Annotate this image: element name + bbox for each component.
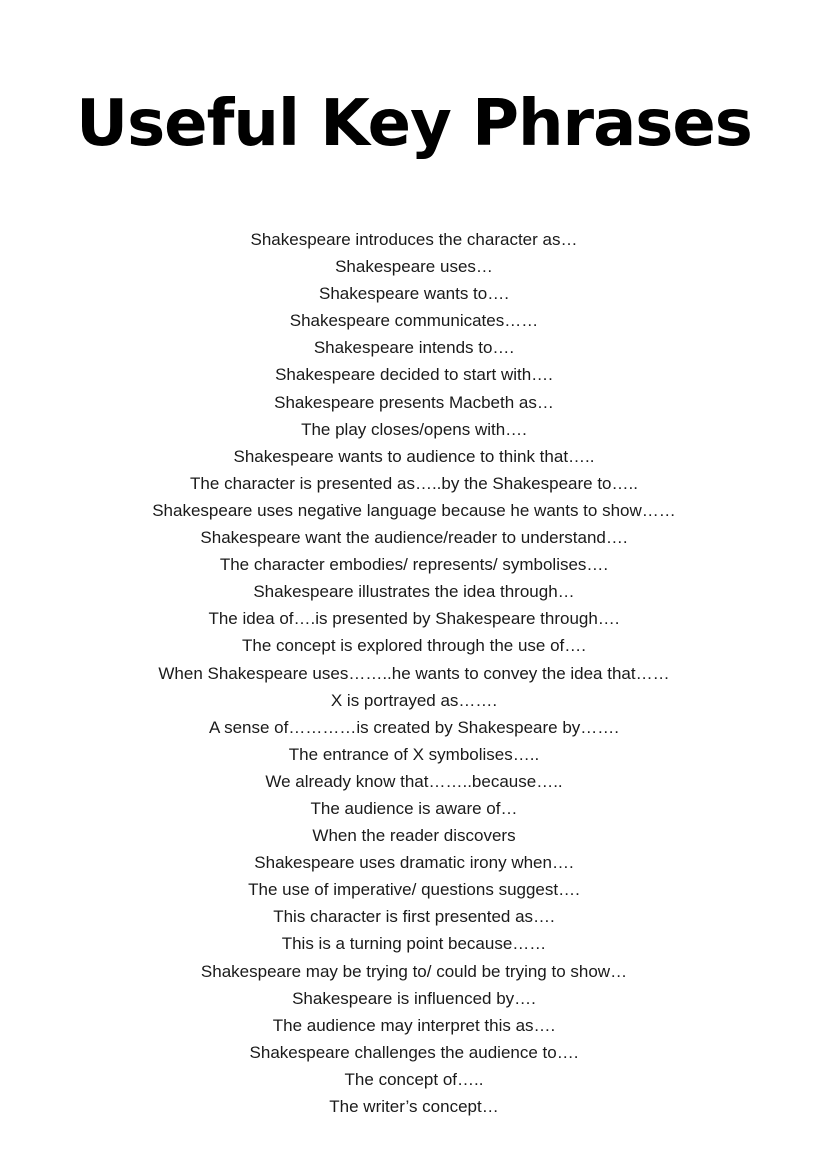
phrase-item: Shakespeare communicates…… [289,311,539,331]
phrase-item: X is portrayed as……. [330,690,498,710]
phrase-item: Shakespeare uses… [335,257,493,277]
phrase-item: The concept of….. [344,1069,484,1089]
phrase-item: Shakespeare is influenced by…. [292,988,536,1008]
phrase-item: Shakespeare want the audience/reader to understand…. [200,528,628,548]
phrase-item: Shakespeare challenges the audience to…. [249,1042,579,1062]
phrase-item: The concept is explored through the use of…. [242,636,586,656]
phrase-item: The use of imperative/ questions suggest…. [248,880,580,900]
phrase-item: Shakespeare wants to…. [319,284,509,304]
phrase-item: This is a turning point because…… [281,934,547,954]
phrase-item: The character is presented as…..by the Shakespeare to….. [190,473,638,493]
phrase-item: This character is first presented as…. [273,907,555,927]
phrase-item: The play closes/opens with…. [301,419,527,439]
phrase-item: Shakespeare introduces the character as… [250,230,578,249]
phrase-item: Shakespeare uses dramatic irony when…. [254,853,574,873]
phrase-item: We already know that……..because….. [265,771,563,791]
phrase-item: The character embodies/ represents/ symbolises…. [219,555,609,575]
phrase-item: Shakespeare may be trying to/ could be trying to show… [200,961,628,981]
phrase-item: The entrance of X symbolises….. [288,744,540,764]
phrase-item: A sense of…………is created by Shakespeare by……. [208,717,620,737]
phrase-item: Shakespeare presents Macbeth as… [274,392,554,412]
phrase-item: When the reader discovers [312,826,516,846]
phrase-item: The audience is aware of… [310,798,518,818]
phrase-item: The idea of….is presented by Shakespeare through…. [208,609,620,629]
phrase-item: Shakespeare wants to audience to think that….. [233,446,595,466]
page-title: Useful Key Phrases [76,87,752,161]
phrase-item: When Shakespeare uses……..he wants to convey the idea that…… [158,663,670,683]
phrase-item: Shakespeare uses negative language because he wants to show…… [152,500,676,520]
phrase-item: The audience may interpret this as…. [272,1015,556,1035]
phrase-list [0,226,828,1120]
phrase-item: The writer’s concept… [329,1097,499,1116]
phrase-item: Shakespeare decided to start with…. [275,365,553,385]
phrase-item: Shakespeare illustrates the idea through… [253,582,575,602]
phrase-item: Shakespeare intends to…. [313,338,515,358]
